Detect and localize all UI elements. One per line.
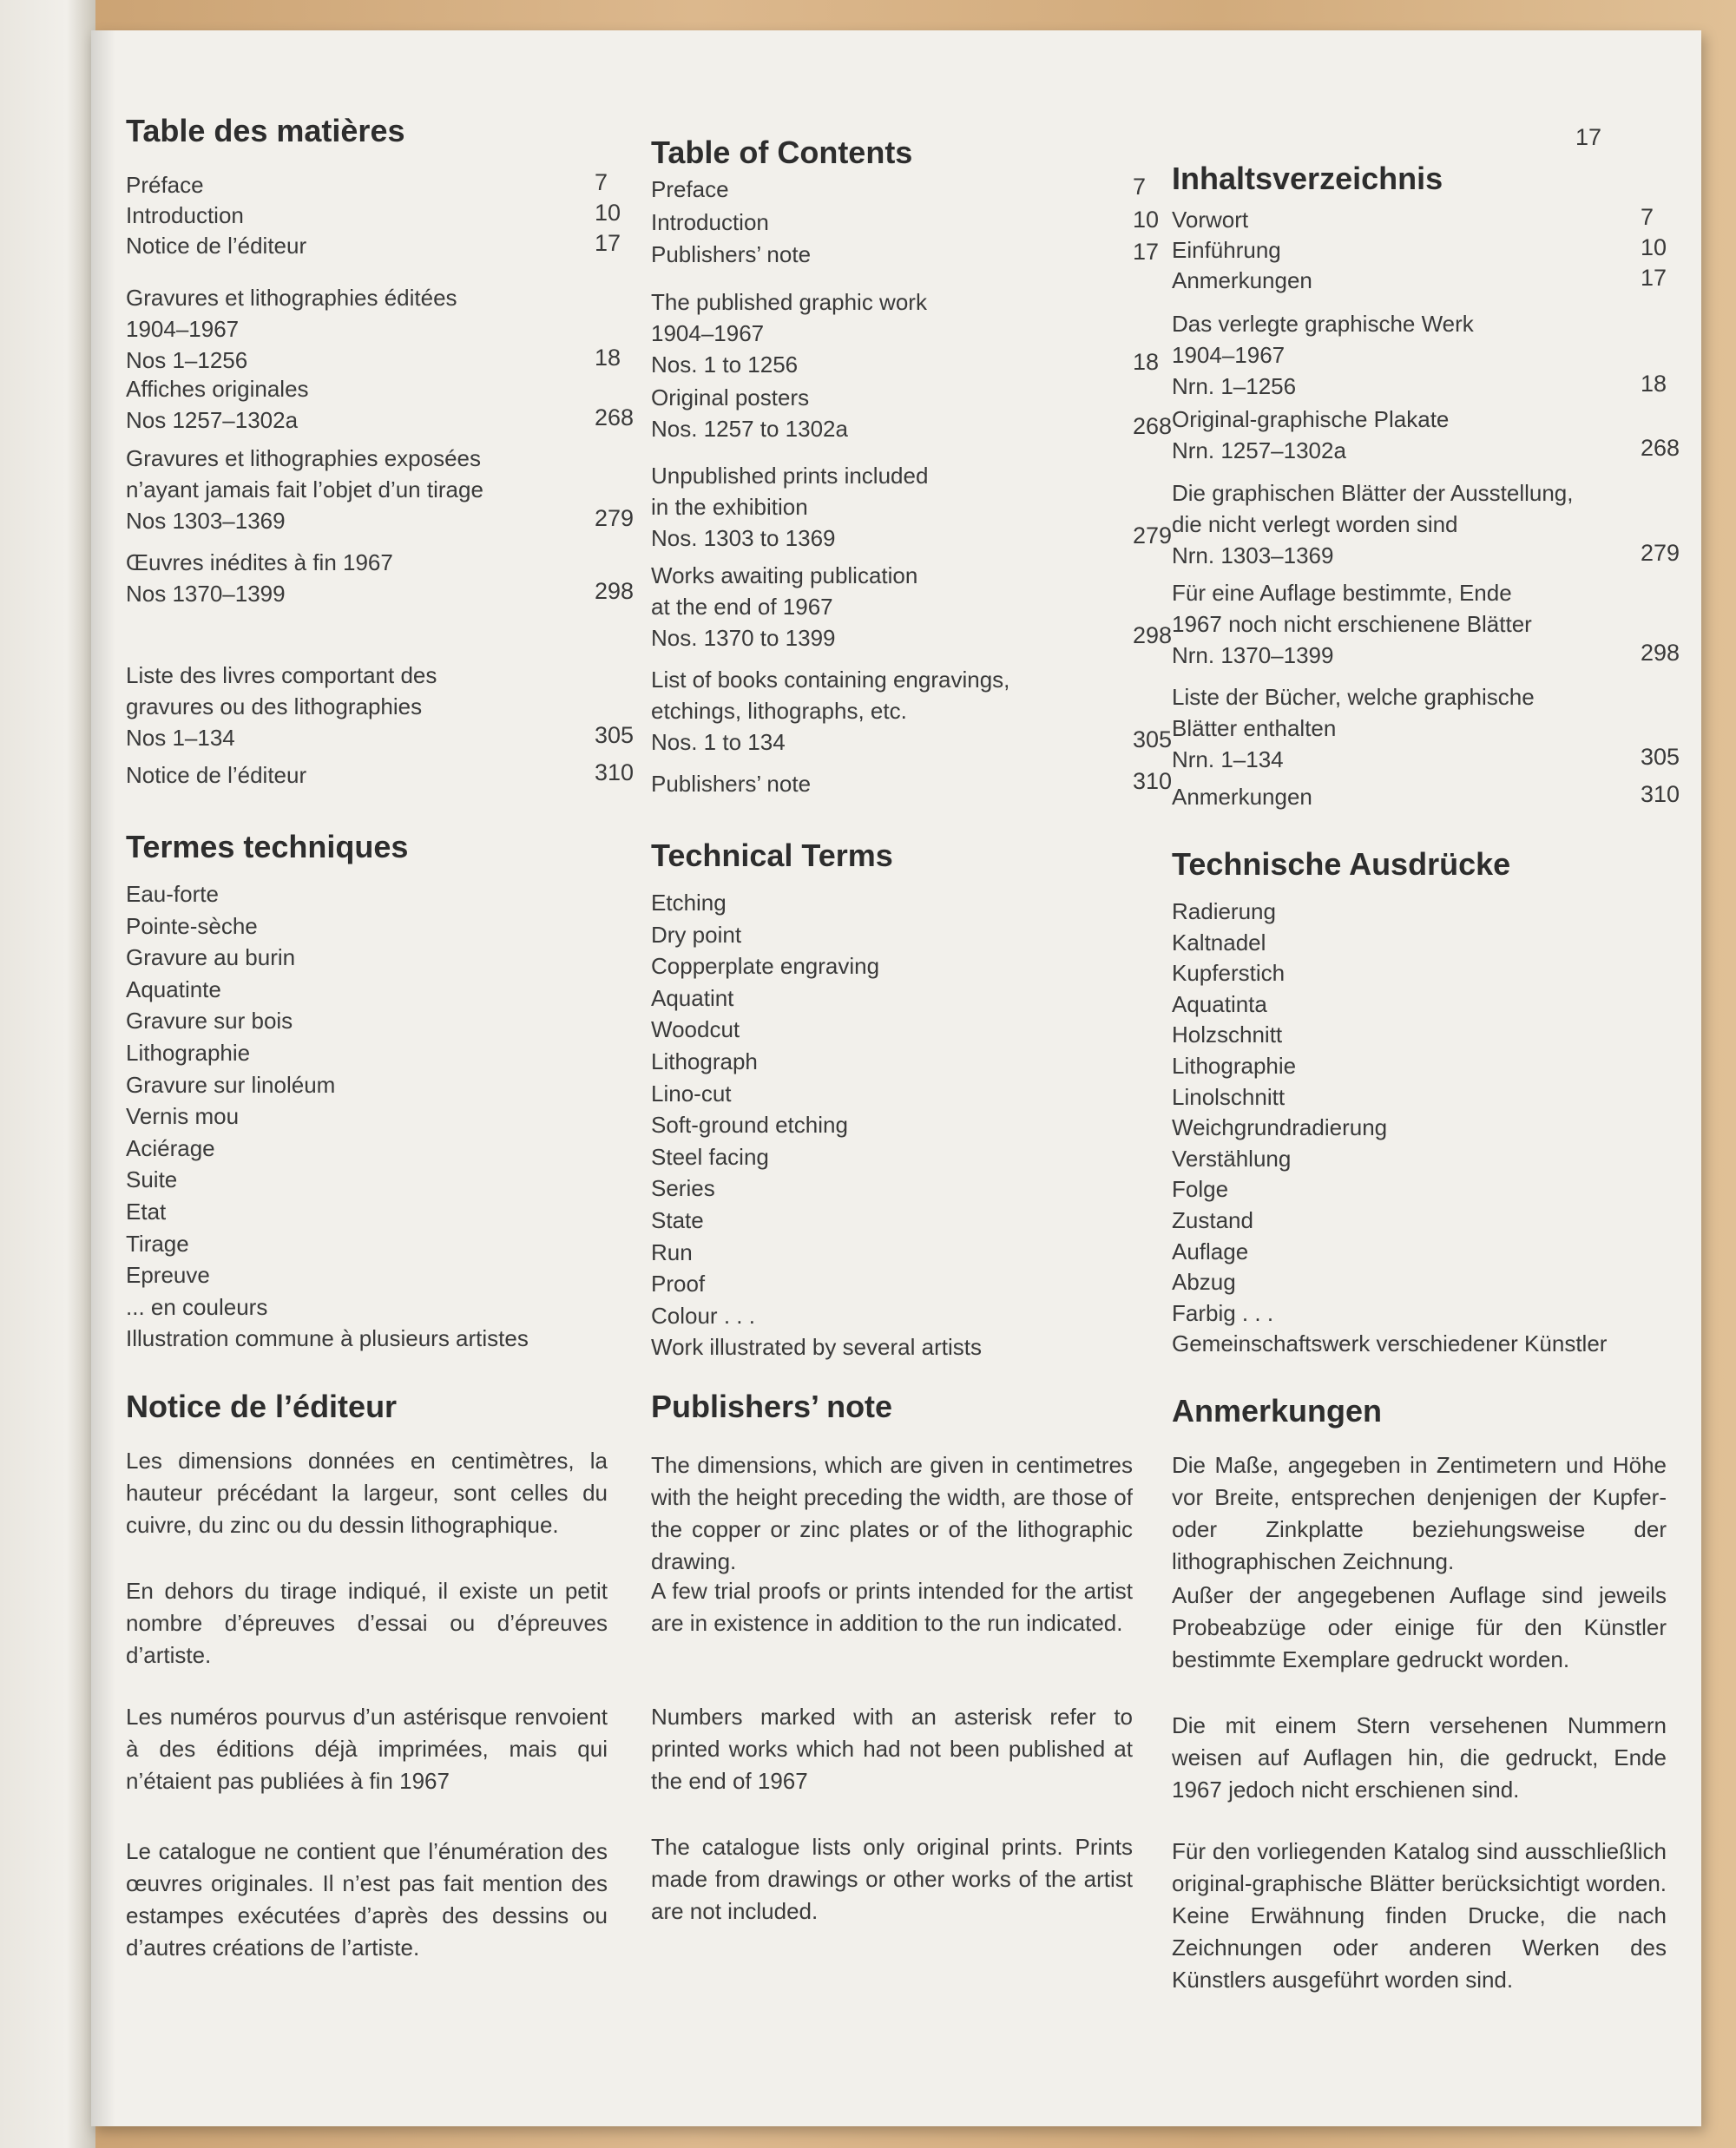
toc-entry [651,286,1160,380]
technical-term: Eau-forte [126,881,219,907]
toc-entry-page-number: 279 [1133,522,1173,548]
publishers-note-heading: Notice de l’éditeur [126,1389,398,1424]
toc-entry-text: Publishers’ note [651,771,812,797]
toc-entry-text: Œuvres inédites à fin 1967 [126,549,393,575]
page-number: 17 [1575,124,1602,150]
toc-entry-text: Original-graphische Plakate [1172,406,1450,432]
technical-term: Abzug [1172,1269,1236,1296]
toc-entry-text: gravures ou des lithographies [126,693,423,719]
toc-entry-page-number: 18 [1133,349,1160,375]
toc-entry-text: 1904–1967 [1172,342,1286,368]
previous-page-edge [0,0,95,2148]
toc-entry-text: Nos. 1 to 1256 [651,351,799,378]
toc-heading: Inhaltsverzeichnis [1172,161,1443,196]
technical-terms-heading: Technical Terms [651,838,893,873]
toc-entry-text: Nos. 1370 to 1399 [651,625,836,651]
toc-entry-page-number: 18 [595,345,621,371]
toc-entry-text: Die graphischen Blätter der Ausstellung, [1172,480,1574,506]
publishers-note-paragraph: The catalogue lists only original prints. Prints made from drawings or other works of the artist are not included. [651,1834,1133,1924]
publishers-note-paragraph: En dehors du tirage indiqué, il existe un petit nombre d’épreuves d’essai ou d’épreuves d’artiste. [126,1578,608,1668]
toc-entry-text: Liste des livres comportant des [126,662,437,688]
technical-term: Colour . . . [651,1302,755,1329]
toc-entry-text: Für eine Auflage bestimmte, Ende [1172,580,1512,606]
toc-entry-text: Liste der Bücher, welche graphische [1172,684,1535,710]
publishers-note-heading: Anmerkungen [1172,1393,1383,1429]
toc-entry-text: Nrn. 1–1256 [1172,373,1297,399]
technical-term: Lino-cut [651,1080,732,1107]
publishers-note-paragraph: A few trial proofs or prints intended for the artist are in existence in addition to the run indicated. [651,1578,1133,1636]
toc-entry-text: n’ayant jamais fait l’objet d’un tirage [126,476,483,503]
toc-entry-page-number: 305 [1133,726,1173,752]
technical-term: Lithograph [651,1048,758,1074]
toc-entry-text: Nos 1303–1369 [126,508,286,534]
toc-entry [651,560,1173,654]
technical-term: Illustration commune à plusieurs artistes [126,1325,529,1352]
toc-entry-text: Das verlegte graphische Werk [1172,311,1474,337]
toc-entry-text: Gravures et lithographies éditées [126,285,457,311]
technical-term: Work illustrated by several artists [651,1334,982,1361]
toc-entry-text: Nos 1–134 [126,725,235,751]
toc-entry-text: Introduction [126,202,244,228]
toc-entry-page-number: 310 [1133,768,1173,794]
page-spine-shadow [91,30,115,2126]
technical-term: Proof [651,1271,706,1297]
technical-term: Gemeinschaftswerk verschiedener Künstler [1172,1330,1608,1357]
technical-term: Kupferstich [1172,960,1286,987]
toc-entry-page-number: 7 [1133,174,1147,200]
toc-entry [126,759,635,791]
toc-entry [1172,681,1680,775]
toc-entry-page-number: 10 [1133,207,1160,233]
toc-entry-page-number: 268 [1133,413,1173,439]
publishers-note-heading: Publishers’ note [651,1389,893,1424]
toc-entry [1172,404,1680,466]
technical-term: State [651,1207,704,1233]
technical-term: Woodcut [651,1016,740,1043]
toc-entry-text: Anmerkungen [1172,267,1312,293]
technical-term: Zustand [1172,1207,1253,1233]
toc-entry-text: Einführung [1172,237,1281,263]
toc-entry-text: die nicht verlegt worden sind [1172,511,1458,537]
technical-term: Lithographie [1172,1053,1297,1079]
toc-entry-text: Nrn. 1–134 [1172,746,1284,772]
column-english [651,30,1173,2126]
toc-entry [1172,781,1680,812]
toc-entry [126,547,635,609]
toc-entry-page-number: 310 [595,759,635,785]
publishers-note-paragraph: Die Maße, angegeben in Zentimetern und Höhe vor Breite, entsprechen denjenigen der Kupfer- oder Zinkplatte beziehungsweise der lithographischen Zeichnung. [1172,1452,1667,1574]
toc-entry-text: Nos. 1303 to 1369 [651,525,836,551]
toc-entry-text: Nrn. 1257–1302a [1172,437,1346,463]
technical-term: Pointe-sèche [126,912,258,939]
toc-entry-text: Nrn. 1370–1399 [1172,642,1334,668]
technical-term: Aquatint [651,984,734,1011]
toc-entry-page-number: 268 [595,404,635,430]
toc-entry [126,282,621,376]
toc-entry [126,660,635,753]
toc-entry-text: etchings, lithographs, etc. [651,698,907,724]
toc-entry [651,460,1173,554]
toc-entry-page-number: 268 [1641,435,1680,461]
toc-entry-page-number: 305 [1641,744,1680,770]
toc-entry-text: Vorwort [1172,207,1249,233]
technical-term: Lithographie [126,1040,251,1066]
toc-entry [126,230,621,261]
toc-entry-text: Publishers’ note [651,241,812,267]
technical-term: Farbig . . . [1172,1299,1274,1326]
toc-entry-page-number: 298 [595,578,635,604]
toc-entry-text: Original posters [651,384,810,411]
toc-entry-text: Nos 1257–1302a [126,407,299,433]
toc-entry-text: The published graphic work [651,289,927,315]
technical-term: Tirage [126,1230,189,1257]
toc-entry-text: Introduction [651,209,769,235]
toc-entry-text: 1967 noch nicht erschienene Blätter [1172,611,1532,637]
toc-entry-text: Works awaiting publication [651,562,918,588]
publishers-note-paragraph: Numbers marked with an asterisk refer to printed works which had not been published at the end of 1967 [651,1704,1133,1794]
toc-entry-page-number: 7 [1641,204,1654,230]
technical-terms-heading: Technische Ausdrücke [1172,846,1511,882]
publishers-note-paragraph: Les dimensions données en centimètres, la hauteur précédant la largeur, sont celles du cuivre, du zinc ou du dessin lithographique. [126,1448,608,1538]
technical-term: Aquatinta [1172,990,1267,1017]
toc-entry [1172,308,1671,402]
technical-term: Verstählung [1172,1145,1292,1172]
technical-terms-heading: Termes techniques [126,829,409,864]
publishers-note-paragraph: Die mit einem Stern versehenen Nummern weisen auf Auflagen hin, die gedruckt, Ende 1967 jedoch nicht erschienen sind. [1172,1712,1667,1803]
technical-term: Dry point [651,921,742,948]
toc-entry [651,664,1173,758]
toc-entry-text: Nrn. 1303–1369 [1172,542,1334,568]
publishers-note-paragraph: Les numéros pourvus d’un astérisque renvoient à des éditions déjà imprimées, mais qui n’étaient pas publiées à fin 1967 [126,1704,608,1794]
toc-entry-text: Blätter enthalten [1172,715,1337,741]
toc-entry-text: Gravures et lithographies exposées [126,445,482,471]
toc-entry [1172,234,1671,266]
toc-entry [651,768,1173,799]
toc-entry-text: Nos 1370–1399 [126,581,286,607]
toc-entry-page-number: 10 [595,200,621,226]
toc-entry-page-number: 279 [595,505,635,531]
toc-entry [126,200,621,231]
toc-entry [1172,204,1671,235]
toc-entry-text: Préface [126,172,204,198]
technical-term: Folge [1172,1176,1229,1203]
toc-entry-text: 1904–1967 [651,320,765,346]
column-french [126,30,635,2126]
technical-term: Weichgrundradierung [1172,1114,1388,1141]
toc-entry-page-number: 305 [595,722,635,748]
technical-term: Etching [651,890,727,916]
technical-term: Gravure au burin [126,944,296,971]
technical-term: Vernis mou [126,1103,240,1130]
toc-entry [651,382,1173,444]
toc-entry-page-number: 10 [1641,234,1667,260]
column-german [1172,30,1680,2126]
technical-term: Gravure sur bois [126,1008,293,1035]
technical-term: Copperplate engraving [651,953,880,980]
toc-entry-page-number: 18 [1641,371,1667,397]
toc-entry-page-number: 298 [1641,640,1680,666]
catalogue-page [91,30,1701,2126]
toc-entry-text: Notice de l’éditeur [126,762,307,788]
toc-entry [1172,477,1680,571]
toc-entry-page-number: 298 [1133,622,1173,648]
technical-term: Kaltnadel [1172,929,1266,956]
toc-entry-text: Nos. 1 to 134 [651,729,786,755]
toc-entry-page-number: 310 [1641,781,1680,807]
technical-term: Aciérage [126,1134,215,1161]
toc-entry-text: at the end of 1967 [651,594,833,620]
toc-entry [1172,265,1671,296]
toc-entry [126,373,635,436]
toc-entry-text: Anmerkungen [1172,784,1312,810]
toc-entry-page-number: 7 [595,169,608,195]
technical-term: Holzschnitt [1172,1021,1283,1048]
toc-entry-text: Notice de l’éditeur [126,233,307,259]
toc-heading: Table of Contents [651,135,913,170]
toc-entry-text: Unpublished prints included [651,463,929,489]
toc-entry-text: Nos 1–1256 [126,347,248,373]
technical-term: Suite [126,1166,178,1193]
technical-term: Steel facing [651,1143,769,1170]
toc-entry-text: Affiches originales [126,376,309,402]
technical-term: Gravure sur linoléum [126,1071,336,1098]
technical-term: Auflage [1172,1238,1249,1264]
technical-term: Run [651,1238,693,1265]
publishers-note-paragraph: Außer der angegebenen Auflage sind jeweils Probeabzüge oder einige für den Künstler bestimmte Exemplare gedruckt worden. [1172,1582,1667,1672]
publishers-note-paragraph: Le catalogue ne contient que l’énumération des œuvres originales. Il n’est pas fait mention des estampes exécutées d’après des dessins ou d’autres créations de l’artiste. [126,1838,608,1961]
toc-entry-text: in the exhibition [651,494,808,520]
toc-entry-page-number: 17 [595,230,621,256]
technical-term: Series [651,1175,715,1202]
toc-entry [651,207,1160,238]
toc-entry [651,174,1147,205]
toc-entry-text: List of books containing engravings, [651,667,1010,693]
technical-term: Epreuve [126,1262,210,1289]
toc-entry-text: Nos. 1257 to 1302a [651,416,848,442]
toc-entry-text: 1904–1967 [126,316,240,342]
toc-entry-page-number: 17 [1641,265,1667,291]
publishers-note-paragraph: The dimensions, which are given in centimetres with the height preceding the width, are those of the copper or zinc plates or of the lithographic drawing. [651,1452,1133,1574]
publishers-note-paragraph: Für den vorliegenden Katalog sind ausschließlich original-graphische Blätter berücksichtigt worden. Keine Erwähnung finden Drucke, die nach Zeichnungen oder anderen Werken des Künstlers ausgeführt worden sind. [1172,1838,1667,1993]
technical-term: Aquatinte [126,975,221,1002]
technical-term: Linolschnitt [1172,1083,1286,1110]
technical-term: ... en couleurs [126,1293,268,1320]
toc-entry [126,169,612,200]
toc-entry-page-number: 17 [1133,239,1160,265]
toc-entry [1172,577,1680,671]
toc-entry [651,239,1160,270]
toc-entry-text: Preface [651,176,729,202]
technical-term: Radierung [1172,898,1276,924]
toc-entry-page-number: 279 [1641,540,1680,566]
technical-term: Soft-ground etching [651,1112,848,1139]
toc-entry [126,443,635,536]
toc-heading: Table des matières [126,113,405,148]
technical-term: Etat [126,1199,167,1225]
